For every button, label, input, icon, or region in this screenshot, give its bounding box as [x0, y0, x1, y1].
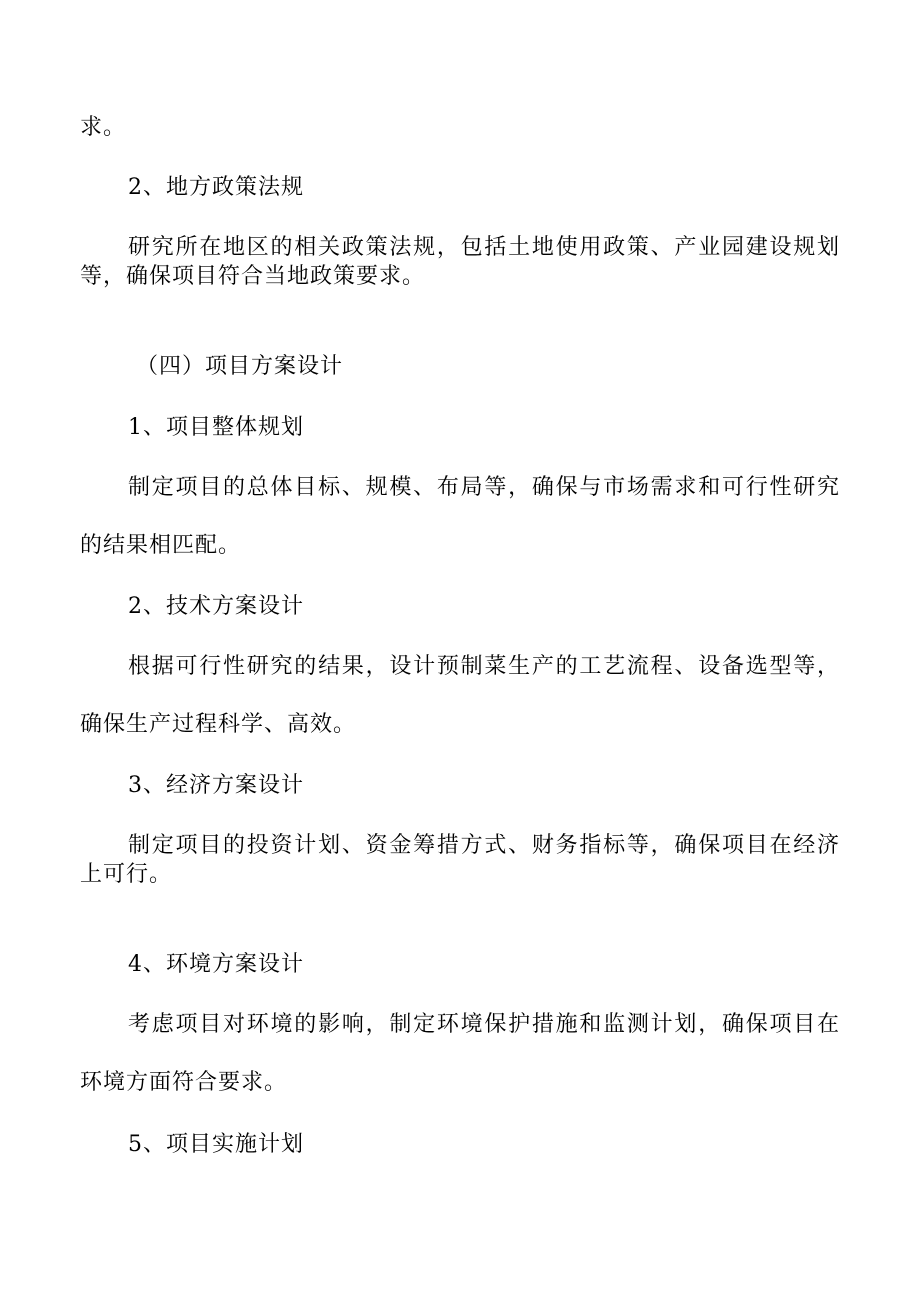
paragraph-environment-plan-line-2: 环境方面符合要求。 — [80, 1070, 288, 1095]
heading-economic-plan: 3、经济方案设计 — [128, 773, 304, 798]
paragraph-local-policy-line-1: 研究所在地区的相关政策法规，包括土地使用政策、产业园建设规划 — [128, 235, 840, 260]
paragraph-local-policy-line-2: 等，确保项目符合当地政策要求。 — [80, 264, 426, 289]
paragraph-technical-plan-line-2: 确保生产过程科学、高效。 — [80, 712, 357, 737]
paragraph-overall-plan-line-2: 的结果相匹配。 — [80, 533, 242, 558]
heading-environment-plan: 4、环境方案设计 — [128, 952, 304, 977]
heading-technical-plan: 2、技术方案设计 — [128, 594, 304, 619]
section-heading-project-design: （四）项目方案设计 — [136, 354, 344, 379]
heading-overall-plan: 1、项目整体规划 — [128, 415, 304, 440]
paragraph-overall-plan-line-1: 制定项目的总体目标、规模、布局等，确保与市场需求和可行性研究 — [128, 475, 840, 500]
paragraph-economic-plan-line-1: 制定项目的投资计划、资金筹措方式、财务指标等，确保项目在经济 — [128, 833, 840, 858]
paragraph-economic-plan-line-2: 上可行。 — [80, 862, 173, 887]
paragraph-technical-plan-line-1: 根据可行性研究的结果，设计预制菜生产的工艺流程、设备选型等， — [128, 654, 840, 679]
paragraph-environment-plan-line-1: 考虑项目对环境的影响，制定环境保护措施和监测计划，确保项目在 — [128, 1012, 840, 1037]
heading-local-policy: 2、地方政策法规 — [128, 175, 304, 200]
paragraph-tail-line: 求。 — [80, 115, 127, 140]
heading-implementation-plan: 5、项目实施计划 — [128, 1132, 304, 1157]
